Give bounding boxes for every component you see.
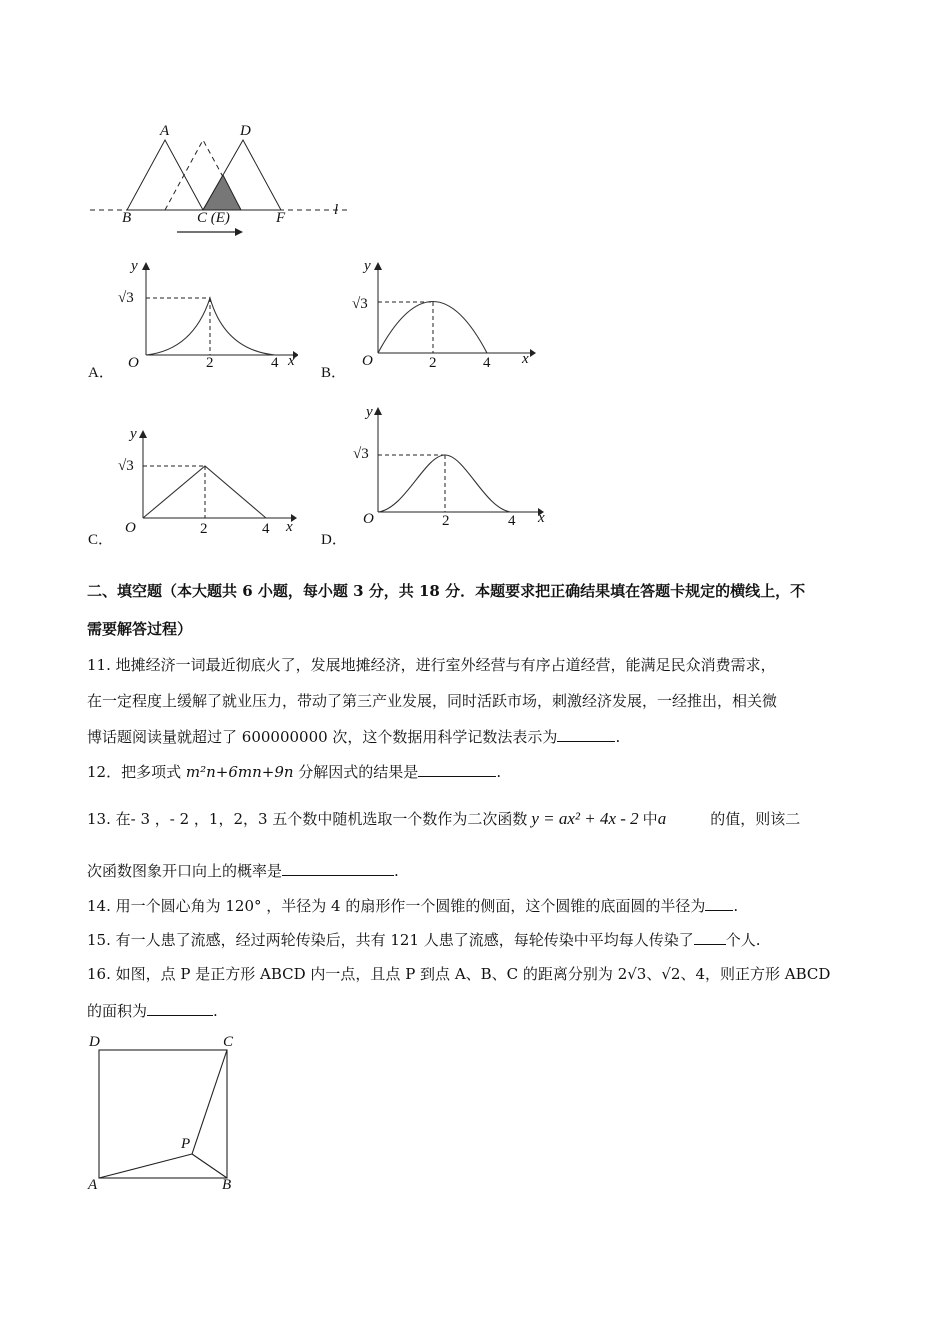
graph-b-origin: O xyxy=(362,353,373,369)
q12-expression: m²n+6mn+9n xyxy=(185,763,294,781)
q15-answer-blank[interactable] xyxy=(694,929,726,945)
q11-line3 xyxy=(87,726,620,748)
square-label-D: D xyxy=(89,1034,100,1050)
q14-answer-blank[interactable] xyxy=(705,895,733,911)
graph-d-peak-label: √3 xyxy=(353,446,369,462)
triangle-abc xyxy=(127,140,203,210)
graph-option-b xyxy=(345,260,540,370)
q11-line2: 在一定程度上缓解了就业压力，带动了第三产业发展，同时活跃市场，刺激经济发展，一经推出，相关微 xyxy=(87,692,778,710)
q13-mid: 中 xyxy=(642,810,658,828)
graph-c-tick4: 4 xyxy=(262,521,270,537)
q11-answer-blank[interactable] xyxy=(557,726,615,742)
q11-line1: 11. 地摊经济一词最近彻底火了，发展地摊经济，进行室外经营与有序占道经营，能满足民众消费需求， xyxy=(87,656,776,674)
q11-line3-end: . xyxy=(615,728,621,746)
q16-line2-text: 的面积为 xyxy=(87,1002,148,1020)
q15-end: 个人. xyxy=(725,931,761,949)
graph-b-y-label: y xyxy=(364,258,371,274)
q14-line xyxy=(87,895,738,917)
q12-prefix: 12．把多项式 xyxy=(87,763,186,781)
graph-d-tick2: 2 xyxy=(442,513,450,529)
q14-end: . xyxy=(733,897,739,915)
graph-a-origin: O xyxy=(128,355,139,371)
q11-line3-text: 博话题阅读量就超过了 600000000 次，这个数据用科学记数法表示为 xyxy=(87,728,558,746)
graph-option-c xyxy=(113,428,298,528)
segment-pa xyxy=(99,1154,192,1178)
graph-c-origin: O xyxy=(125,520,136,536)
graph-b-tick4: 4 xyxy=(483,355,491,371)
graph-a-tick2: 2 xyxy=(206,355,214,371)
section2-heading-line1: 二、填空题（本大题共 6 小题，每小题 3 分，共 18 分．本题要求把正确结果填在答题卡规定的横线上，不 xyxy=(87,582,806,600)
q16-line2 xyxy=(87,1000,218,1022)
graph-d-y-label: y xyxy=(366,404,373,420)
q13-line2-end: . xyxy=(394,862,399,880)
q13-numbers: - 3 ，- 2 ，1，2，3 五个数中随机选取一个数作为二次函数 xyxy=(130,810,528,828)
q15-text: 15. 有一人患了流感，经过两轮传染后，共有 121 人患了流感，每轮传染中平均每人传染了 xyxy=(87,931,694,949)
overlap-shaded xyxy=(203,175,241,210)
graph-d-origin: O xyxy=(363,511,374,527)
option-a-letter: A． xyxy=(88,365,114,381)
q12-answer-blank[interactable] xyxy=(418,761,496,777)
q15-line xyxy=(87,929,761,951)
graph-b-peak-label: √3 xyxy=(352,296,368,312)
q13-var: a xyxy=(657,809,667,828)
q13-line1 xyxy=(87,808,800,830)
q13-tail: 的值，则该二 xyxy=(710,810,801,828)
graph-c-tick2: 2 xyxy=(200,521,208,537)
square-abcd-figure xyxy=(90,1040,245,1200)
square-abcd xyxy=(99,1050,227,1178)
section2-heading-line2: 需要解答过程） xyxy=(87,620,193,638)
q16-line1: 16. 如图，点 P 是正方形 ABCD 内一点，且点 P 到点 A、B、C 的距离分别为 2√3、√2、4，则正方形 ABCD xyxy=(87,965,831,983)
q13-prefix: 13. 在 xyxy=(87,810,131,828)
q13-answer-blank[interactable] xyxy=(282,860,394,876)
graph-c-peak-label: √3 xyxy=(118,458,134,474)
q16-answer-blank[interactable] xyxy=(147,1000,213,1016)
graph-b-tick2: 2 xyxy=(429,355,437,371)
option-b-letter: B． xyxy=(321,365,347,381)
graph-option-a xyxy=(113,260,298,370)
label-A: A xyxy=(160,123,170,139)
q16-line2-end: . xyxy=(213,1002,218,1020)
segment-pb xyxy=(192,1154,227,1178)
label-F: F xyxy=(276,210,286,226)
arrow-head xyxy=(235,228,243,236)
option-d-letter: D． xyxy=(321,532,347,548)
q12-line xyxy=(87,761,501,783)
square-label-C: C xyxy=(223,1034,234,1050)
q13-formula: y = ax² + 4x - 2 xyxy=(531,809,639,828)
q14-text: 14. 用一个圆心角为 120° ，半径为 4 的扇形作一个圆锥的侧面，这个圆锥的底面圆的半径为 xyxy=(87,897,706,915)
graph-b-x-label: x xyxy=(522,351,529,367)
label-CE: C (E) xyxy=(197,210,230,226)
square-label-P: P xyxy=(181,1136,191,1152)
graph-a-y-label: y xyxy=(131,258,138,274)
q13-line2-text: 次函数图象开口向上的概率是 xyxy=(87,862,283,880)
label-D: D xyxy=(240,123,251,139)
square-label-A: A xyxy=(88,1177,98,1193)
graph-option-d xyxy=(345,405,550,530)
q12-suffix: 分解因式的结果是 xyxy=(293,763,419,781)
graph-d-tick4: 4 xyxy=(508,513,516,529)
q12-end: . xyxy=(496,763,502,781)
graph-a-x-label: x xyxy=(288,353,295,369)
graph-a-tick4: 4 xyxy=(271,355,279,371)
square-label-B: B xyxy=(222,1177,232,1193)
graph-a-peak-label: √3 xyxy=(118,290,134,306)
q13-line2 xyxy=(87,860,399,882)
graph-c-y-label: y xyxy=(130,426,137,442)
option-c-letter: C． xyxy=(88,532,114,548)
label-B: B xyxy=(122,210,132,226)
label-l: l xyxy=(334,202,339,218)
graph-d-x-label: x xyxy=(538,510,545,526)
segment-pc xyxy=(192,1050,227,1154)
graph-c-x-label: x xyxy=(286,519,293,535)
